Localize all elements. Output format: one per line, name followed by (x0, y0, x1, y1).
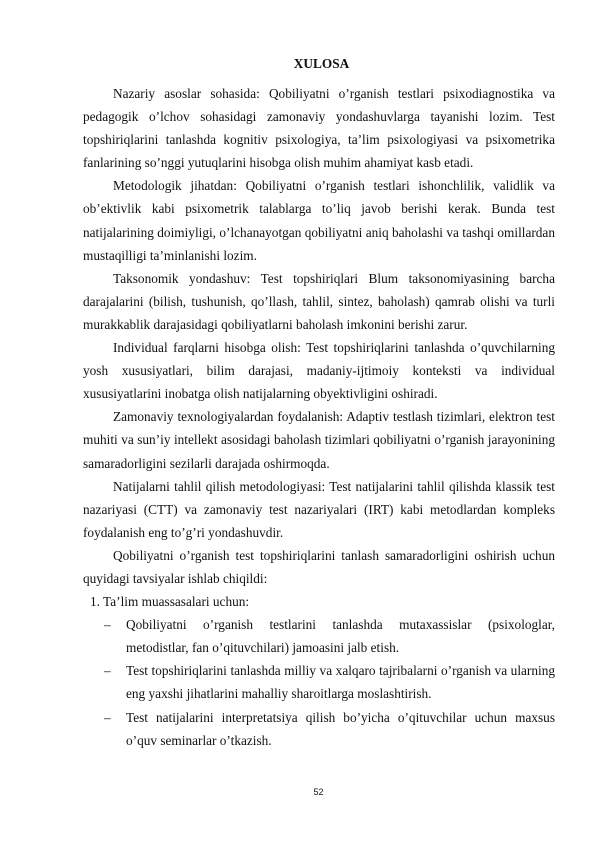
paragraph-technology: Zamonaviy texnologiyalardan foydalanish: Adaptiv testlash tizimlari, elektron test muhiti va sun’iy intellekt asosidagi baholash tizimlari qobiliyatni o’rganish jarayonining samaradorligini sezilarli darajada oshirmoqda. (83, 409, 555, 471)
paragraph-recommendations: Qobiliyatni o’rganish test topshiriqlarini tanlash samaradorligini oshirish uchun quyidagi tavsiyalar ishlab chiqildi: (83, 547, 555, 586)
list-item (83, 706, 555, 752)
dash-bullet-icon: – (104, 709, 111, 725)
paragraph-taxonomy: Taksonomik yondashuv: Test topshiriqlari Blum taksonomiyasining barcha darajalarini (bilish, tushunish, qo’llash, tahlil, sintez, baholash) qamrab olishi va turli murakkablik darajasidagi qobiliyatlarni baholash imkonini berishi zarur. (83, 270, 555, 332)
dash-bullet-icon: – (104, 663, 111, 679)
list-item (83, 613, 555, 659)
page-number: 52 (313, 787, 324, 797)
paragraph-analysis: Natijalarni tahlil qilish metodologiyasi: Test natijalarini tahlil qilishda klassik test nazariyasi (CTT) va zamonaviy test nazariyalari (IRT) kabi metodlardan kompleks foydalanish eng to’g’ri yondashuvdir. (83, 478, 555, 540)
list-item-text: Test topshiriqlarini tanlashda milliy va xalqaro tajribalarni o’rganish va ularning eng yaxshi jihatlarini mahalliy sharoitlarga moslashtirish. (126, 663, 555, 702)
list-item-text: Qobiliyatni o’rganish testlarini tanlashda mutaxassislar (psixologlar, metodistlar, fan o’qituvchilari) jamoasini jalb etish. (126, 617, 555, 656)
paragraph-methodology: Metodologik jihatdan: Qobiliyatni o’rganish testlari ishonchlilik, validlik va ob’ektivlik kabi psixometrik talablarga to’liq javob berishi kerak. Bunda test natijalarining doimiyligi, o’lchanayotgan qobiliyatni aniq baholashi va tashqi omillardan mustaqilligi ta’minlanishi lozim. (83, 178, 555, 263)
document-body (83, 82, 555, 752)
page-title: XULOSA (293, 56, 350, 71)
paragraph-individual: Individual farqlarni hisobga olish: Test topshiriqlarini tanlashda o’quvchilarning yosh xususiyatlari, bilim darajasi, madaniy-ijtimoiy konteksti va individual xususiyatlarini inobatga olish natijalarning obyektivligini oshiradi. (83, 340, 555, 402)
list-heading: 1. Ta’lim muassasalari uchun: (90, 594, 250, 610)
paragraph-theory: Nazariy asoslar sohasida: Qobiliyatni o’rganish testlari psixodiagnostika va pedagogik o’lchov sohasidagi zamonaviy yondashuvlarga tayanishi lozim. Test topshiriqlarini tanlashda kognitiv psixologiya, ta’lim psixologiyasi va psixometrika fanlarining so’nggi yutuqlarini hisobga olish muhim ahamiyat kasb etadi. (83, 86, 555, 171)
list-item-text: Test natijalarini interpretatsiya qilish bo’yicha o’qituvchilar uchun maxsus o’quv seminarlar o’tkazish. (126, 709, 555, 748)
recommendation-list (83, 613, 555, 752)
dash-bullet-icon: – (104, 617, 111, 633)
list-item (83, 659, 555, 705)
